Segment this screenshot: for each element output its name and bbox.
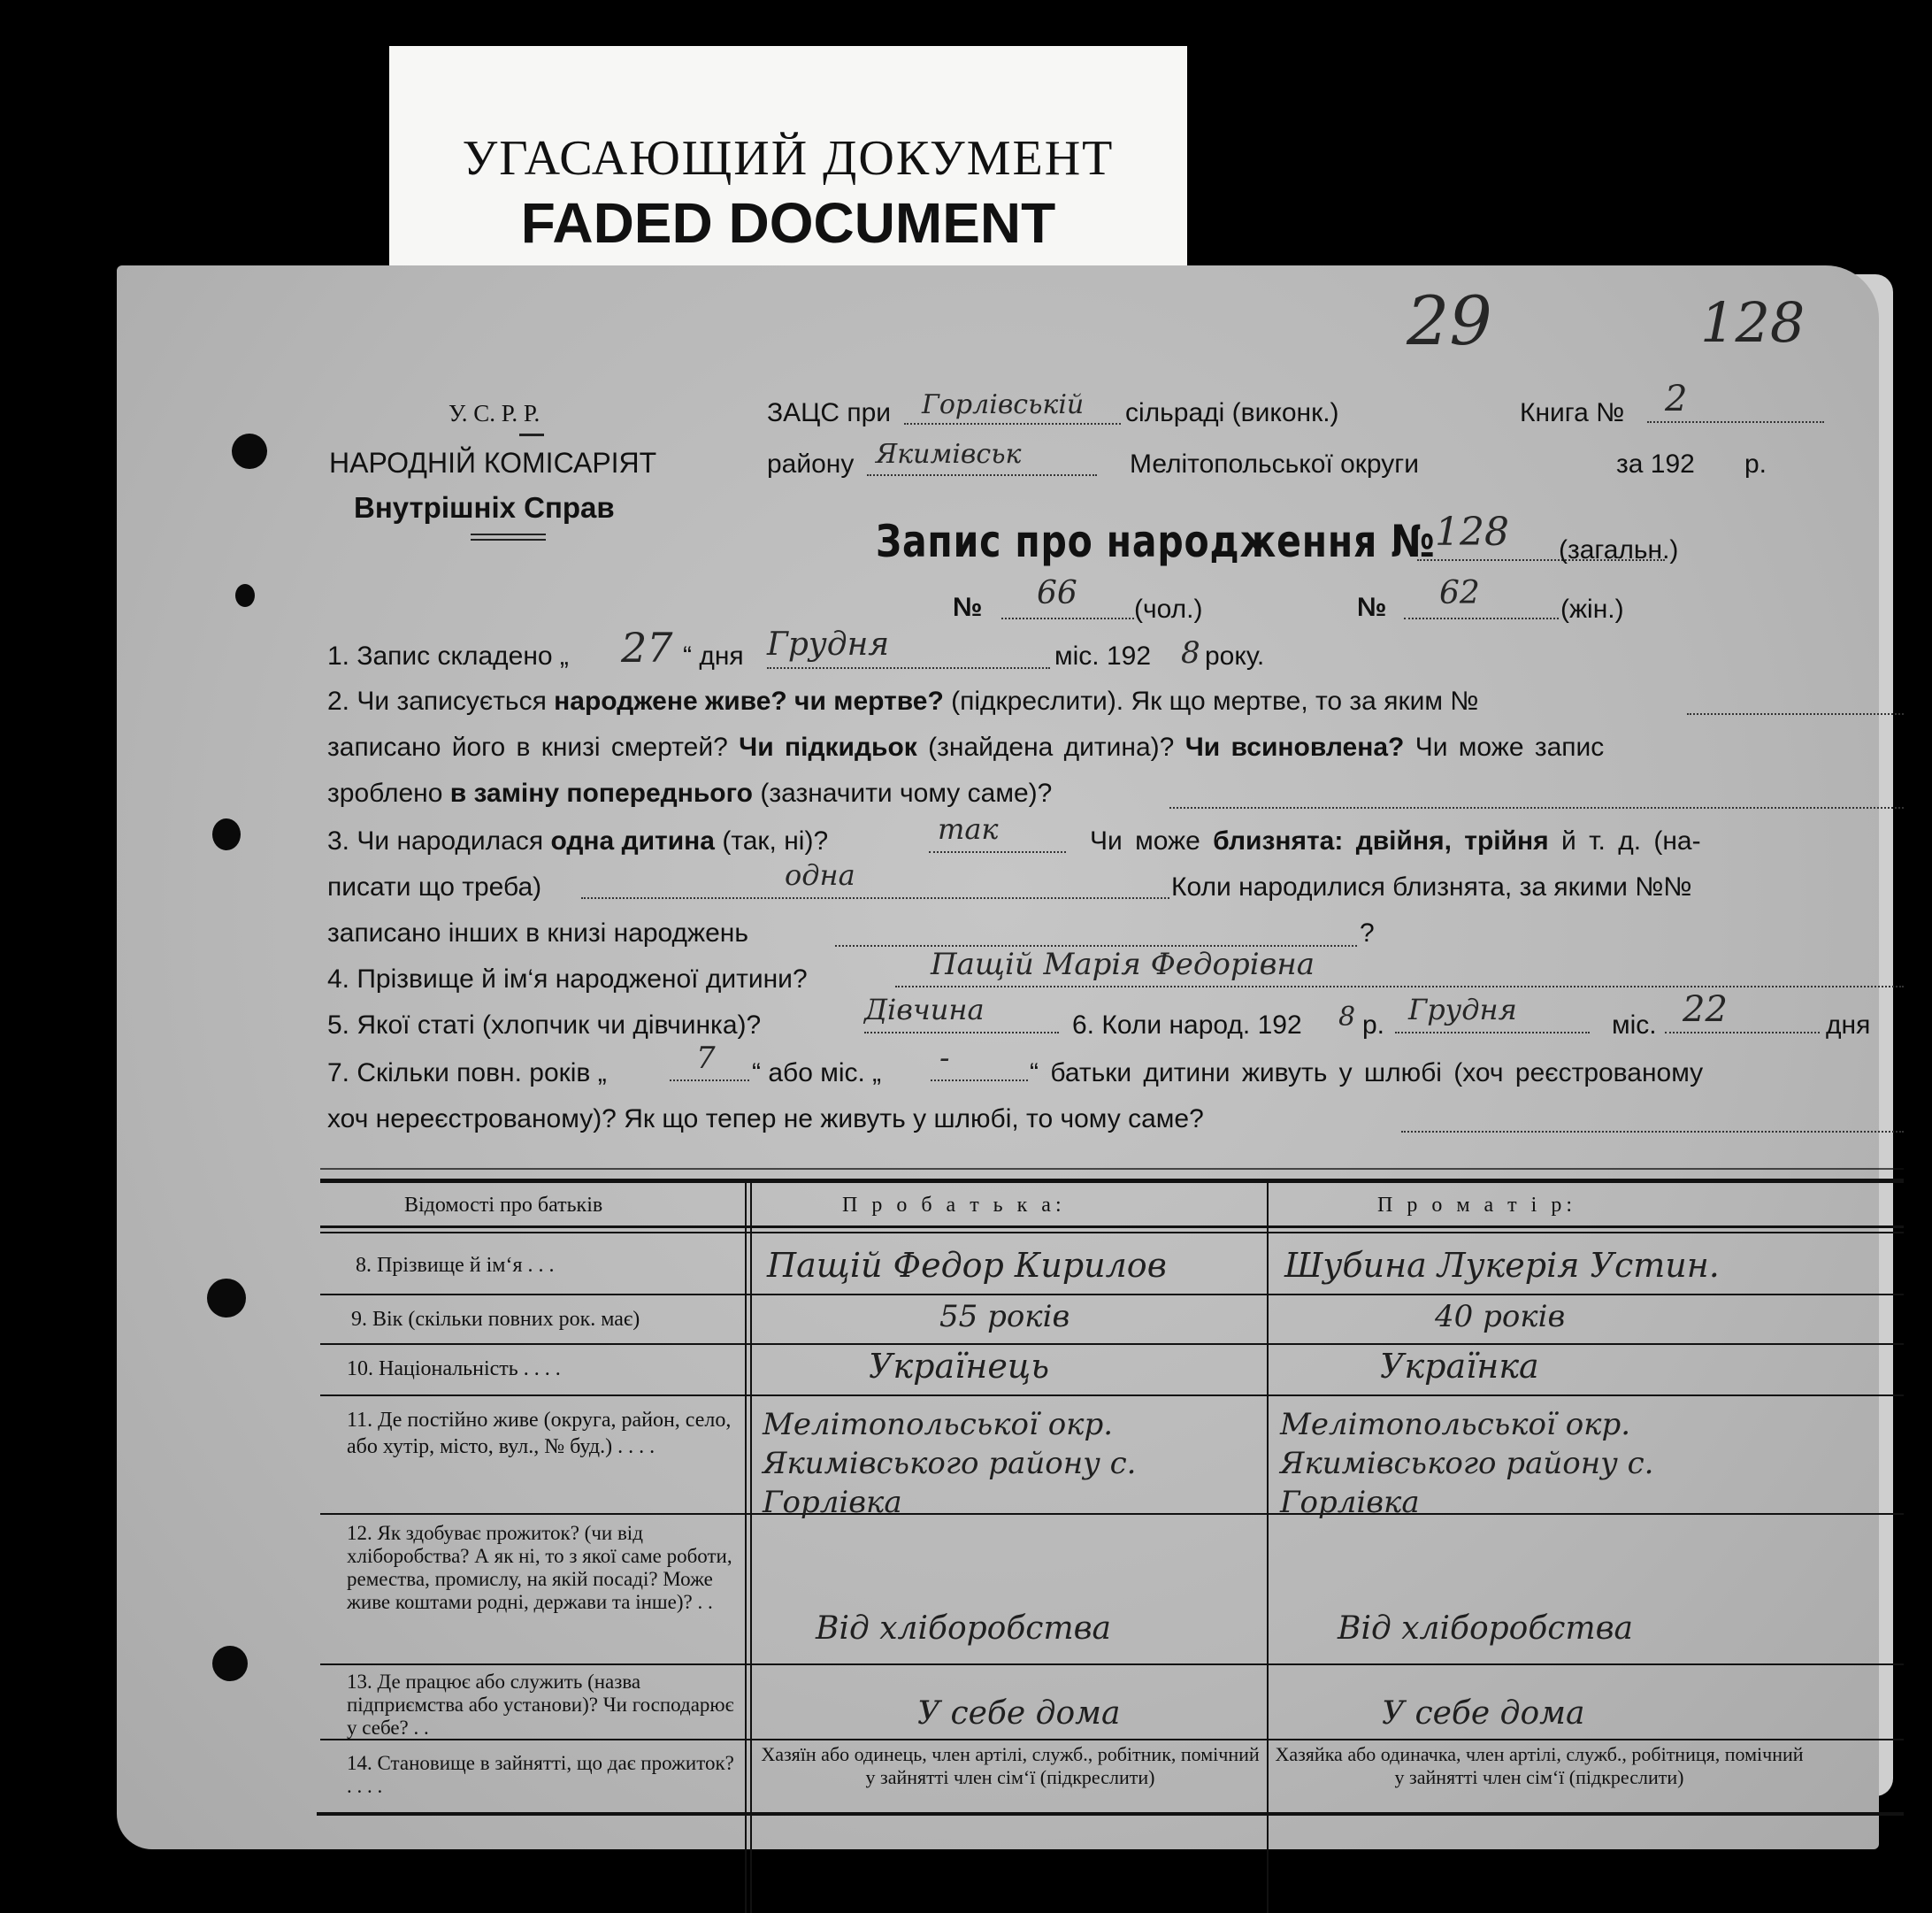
mother-name: Шубина Лукерія Устин. — [1284, 1246, 1720, 1285]
q2-text: записано його в книзі смертей? — [327, 733, 728, 762]
punch-hole — [212, 1646, 248, 1681]
q6-label: 6. Коли народ. 192 — [1072, 1010, 1302, 1040]
commissariat-heading: НАРОДНІЙ КОМІСАРІЯТ — [329, 447, 657, 479]
q3-line2-text: Коли народилися близнята, за якими №№ — [1171, 872, 1692, 902]
q3-line3-label: записано інших в книзі народжень — [327, 918, 749, 948]
q3-line2-label: писати що треба) — [327, 872, 542, 902]
q1-suffix: року. — [1205, 642, 1265, 671]
q2-text: (знайдена дитина)? — [928, 733, 1175, 762]
table-row-label: 10. Національність . . . . — [347, 1357, 561, 1380]
okruga-label: Мелітопольської округи — [1130, 449, 1419, 479]
female-number-value: 62 — [1404, 575, 1559, 619]
q2-text: 2. Чи записується — [327, 687, 547, 716]
q7-months: - — [931, 1041, 1028, 1081]
q2-text: (зазначити чому саме)? — [760, 779, 1053, 808]
q3-text: й т. д. (на- — [1561, 826, 1701, 856]
q7-years: 7 — [670, 1041, 749, 1081]
q1-mis: міс. 192 — [1054, 642, 1152, 671]
q3-text: (так, ні)? — [722, 826, 829, 856]
q7-label: 7. Скільки повн. років „ — [327, 1058, 607, 1087]
mother-workplace: У себе дома — [1382, 1695, 1585, 1732]
q7-suffix: “ батьки дитини живуть у шлюбі (хоч реєстрованому — [1030, 1058, 1704, 1087]
q2-dotline — [1169, 807, 1904, 809]
table-row-label: 8. Прізвище й ім‘я . . . — [356, 1254, 555, 1277]
birth-record-sheet — [117, 265, 1879, 1849]
q2-text: Чи може запис — [1414, 733, 1605, 762]
q2-bold: Чи підкидьок — [739, 733, 917, 762]
q6-month: Грудня — [1395, 993, 1590, 1033]
q1-prefix: 1. Запис складено „ — [327, 642, 569, 671]
q3-question: ? — [1360, 918, 1375, 948]
year-suffix: р. — [1744, 449, 1767, 479]
divider — [519, 434, 544, 436]
father-nationality: Українець — [869, 1347, 1050, 1386]
q6-dnia: дня — [1826, 1010, 1871, 1040]
q5-label: 5. Якої статі (хлопчик чи дівчинка)? — [327, 1010, 762, 1040]
year-prefix: за 192 — [1616, 449, 1695, 479]
q2-text: (підкреслити). Як що мертве, то за яким № — [951, 687, 1479, 716]
mother-residence: Мелітопольської окр. Якимівського району с. Горлівка — [1280, 1407, 1654, 1520]
raion-label: району — [767, 449, 855, 479]
zacs-label: ЗАЦС при — [767, 398, 892, 427]
q2-dotline — [1687, 713, 1904, 715]
father-employment-status: Хазяїн або одинець, член артілі, служб., робітник, помічний у зайнятті член сім‘ї (підкреслити) — [761, 1743, 1260, 1788]
q3-text: Чи може — [1090, 826, 1200, 856]
q3-single-value: так — [929, 812, 1066, 853]
table-rule — [317, 1812, 1904, 1816]
punch-hole — [235, 584, 255, 607]
punch-hole — [207, 1279, 246, 1318]
father-workplace: У себе дома — [917, 1695, 1121, 1732]
table-header-father: П р о б а т ь к а: — [842, 1194, 1066, 1217]
divider — [471, 539, 546, 541]
q1-year-digit: 8 — [1181, 635, 1200, 671]
silrada-label: сільраді (виконк.) — [1125, 398, 1339, 427]
q1-day: 27 — [621, 624, 673, 672]
table-rule — [320, 1294, 1904, 1295]
table-divider — [745, 1181, 747, 1913]
table-rule — [320, 1225, 1904, 1228]
father-age: 55 років — [939, 1299, 1070, 1334]
faded-document-label — [389, 46, 1187, 276]
q2-bold: Чи всиновлена? — [1184, 733, 1405, 762]
father-name: Пащій Федор Кирилов — [767, 1246, 1167, 1285]
label-russian: УГАСАЮЩИЙ ДОКУМЕНТ — [462, 131, 1115, 186]
record-number: 128 — [1417, 510, 1665, 561]
handwritten-page-number: 29 — [1407, 281, 1492, 360]
label-english: FADED DOCUMENT — [520, 191, 1056, 255]
q2-text: зроблено — [327, 779, 443, 808]
table-header-info: Відомості про батьків — [404, 1194, 603, 1217]
q4-label: 4. Прізвище й ім‘я народженої дитини? — [327, 964, 808, 994]
female-number-label: № — [1357, 593, 1387, 622]
raion-value: Якимівськ — [867, 439, 1097, 476]
table-divider — [750, 1181, 752, 1913]
divider — [471, 534, 546, 535]
male-number-suffix: (чол.) — [1134, 595, 1203, 624]
mother-livelihood: Від хліборобства — [1338, 1610, 1634, 1647]
q6-r: р. — [1362, 1010, 1385, 1040]
female-number-suffix: (жін.) — [1560, 595, 1624, 624]
male-number-value: 66 — [1001, 575, 1134, 619]
table-row-label: 14. Становище в зайнятті, що дає прожиток? . . . . — [347, 1752, 734, 1797]
general-label: (загальн.) — [1559, 535, 1679, 565]
book-label: Книга № — [1520, 398, 1625, 427]
ussr-heading: У. С. Р. Р. — [448, 400, 540, 426]
q3-bold: близнята: двійня, трійня — [1213, 826, 1549, 856]
q6-mis: міс. — [1612, 1010, 1657, 1040]
table-rule — [320, 1394, 1904, 1396]
q3-twins-value: одна — [581, 858, 1169, 899]
q6-day: 22 — [1665, 989, 1820, 1033]
zacs-value: Горлівській — [904, 389, 1121, 425]
q3-bold: одна дитина — [550, 826, 715, 856]
department-heading: Внутрішніх Справ — [354, 491, 615, 524]
q2-bold: в заміну попереднього — [449, 779, 754, 808]
table-divider — [1267, 1181, 1269, 1913]
table-row-label: 13. Де працює або служить (назва підприємства або установи)? Чи господарює у себе? . . — [347, 1671, 734, 1739]
handwritten-record-number: 128 — [1700, 290, 1806, 355]
table-rule — [320, 1343, 1904, 1345]
q7-dotline — [1401, 1131, 1904, 1133]
table-row-label: 12. Як здобуває прожиток? (чи від хліборобства? А як ні, то з якої саме роботи, ремества, промислу, на якій посаді? Може живе коштами родні, держави та інше)? . . — [347, 1522, 732, 1613]
book-value: 2 — [1647, 379, 1824, 423]
mother-employment-status: Хазяйка або одиначка, член артілі, служб., робітниця, помічний у зайнятті член сім‘ї (підкреслити) — [1275, 1743, 1804, 1788]
record-title: Запис про народження № — [876, 516, 1436, 567]
punch-hole — [212, 818, 241, 850]
male-number-label: № — [953, 593, 983, 622]
q2-bold: народжене живе? чи мертве? — [554, 687, 944, 716]
father-livelihood: Від хліборобства — [816, 1610, 1112, 1647]
father-residence: Мелітопольської окр. Якимівського району с. Горлівка — [763, 1407, 1137, 1520]
q7-mid: “ або міс. „ — [752, 1058, 882, 1087]
table-header-mother: П р о м а т і р: — [1377, 1194, 1576, 1217]
q1-month: Грудня — [767, 626, 1050, 669]
table-rule — [320, 1663, 1904, 1665]
q5-value: Дівчина — [864, 993, 1059, 1033]
mother-age: 40 років — [1435, 1299, 1566, 1334]
q3-text: 3. Чи народилася — [327, 826, 544, 856]
q7-line2: хоч нереєстрованому)? Як що тепер не живуть у шлюбі, то чому саме? — [327, 1104, 1204, 1133]
table-rule — [320, 1168, 1904, 1170]
table-rule — [320, 1179, 1904, 1183]
table-row-label: 11. Де постійно живе (округа, район, село, або хутір, місто, вул., № буд.) . . . . — [347, 1409, 732, 1458]
table-rule — [320, 1232, 1904, 1233]
punch-hole — [232, 434, 267, 469]
q6-year-digit: 8 — [1338, 1002, 1356, 1033]
mother-nationality: Українка — [1380, 1347, 1539, 1386]
table-row-label: 9. Вік (скільки повних рок. має) — [351, 1308, 640, 1331]
q1-mid: “ дня — [683, 642, 744, 671]
q4-value: Пащій Марія Федорівна — [895, 947, 1904, 987]
